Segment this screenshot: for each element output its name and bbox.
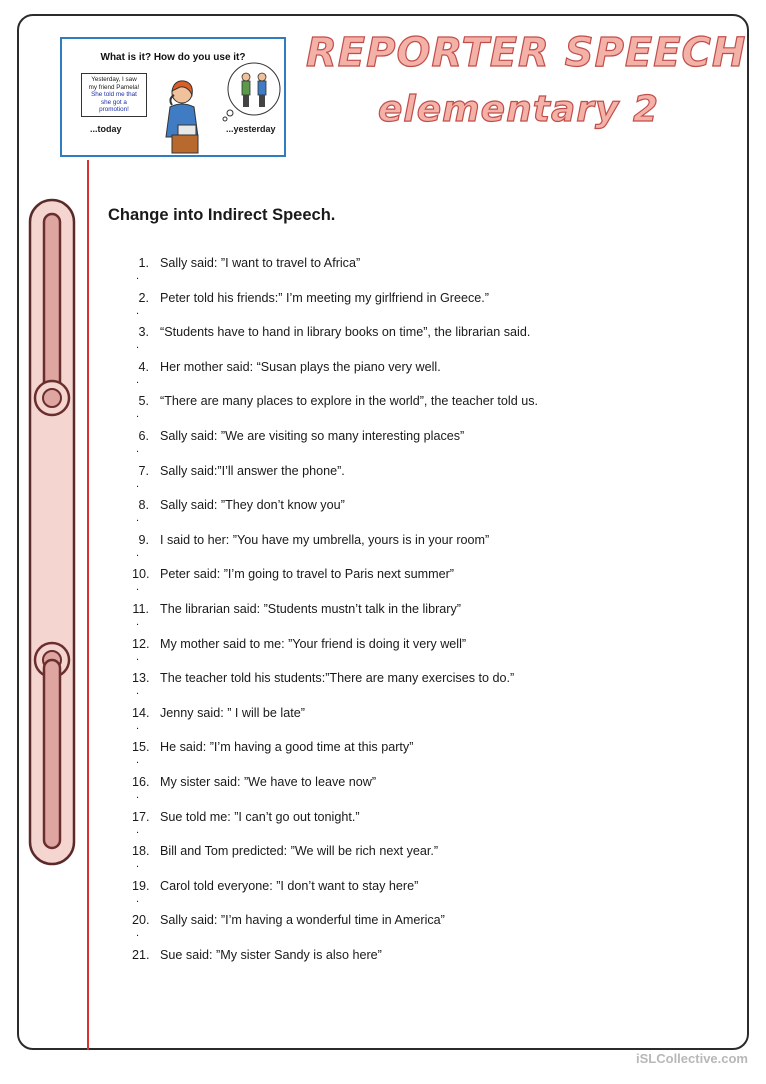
item-number: 4. (138, 359, 149, 374)
woman-on-phone-image (152, 77, 212, 155)
item-number: 10. (132, 567, 150, 582)
item-sentence: Peter told his friends:” I’m meeting my girlfriend in Greece.” (160, 290, 489, 305)
answer-line-dot: . (136, 788, 140, 801)
speech-bubble (81, 73, 147, 117)
item-number: 19. (132, 878, 150, 893)
answer-line-dot: . (136, 581, 140, 594)
item-number: 5. (138, 394, 149, 409)
item-sentence: The librarian said: ”Students mustn’t talk in the library” (160, 601, 461, 616)
exercise-item (132, 567, 652, 602)
exercise-item (132, 913, 652, 948)
title-line-2: elementary 2 (378, 89, 660, 130)
thought-cloud-image (222, 59, 282, 123)
exercise-item (132, 706, 652, 741)
item-number: 18. (132, 844, 150, 859)
item-number: 2. (138, 290, 149, 305)
answer-line-dot: . (136, 339, 140, 352)
item-number: 14. (132, 705, 150, 720)
exercise-item (132, 602, 652, 637)
item-number: 17. (132, 809, 150, 824)
answer-line-dot: . (136, 719, 140, 732)
item-sentence: The teacher told his students:”There are many exercises to do.” (160, 671, 515, 686)
answer-line-dot: . (136, 442, 140, 455)
exercise-item (132, 256, 652, 291)
answer-line-dot: . (136, 270, 140, 282)
exercise-item (132, 775, 652, 810)
item-number: 1. (138, 256, 149, 270)
item-sentence: My sister said: ”We have to leave now” (160, 774, 377, 789)
bubble-line: my friend Pamela! (88, 83, 140, 91)
item-sentence: Sally said: ”They don’t know you” (160, 498, 345, 513)
illustration-question: What is it? How do you use it? (100, 52, 246, 63)
item-sentence: Peter said: ”I’m going to travel to Paris next summer” (160, 567, 454, 582)
answer-line-dot: . (136, 650, 140, 663)
item-sentence: Her mother said: “Susan plays the piano very well. (160, 359, 441, 374)
exercise-item (132, 879, 652, 914)
binder-strip-graphic (28, 198, 76, 866)
answer-line-dot: . (136, 823, 140, 836)
item-number: 20. (132, 913, 150, 928)
item-sentence: Sally said: ”I want to travel to Africa” (160, 256, 361, 270)
exercise-item (132, 844, 652, 879)
item-number: 11. (132, 601, 149, 616)
exercise-list (132, 256, 652, 982)
item-sentence: “Students have to hand in library books on time”, the librarian said. (160, 325, 531, 340)
illustration-box (60, 37, 286, 157)
exercise-item (132, 291, 652, 326)
answer-line-dot: . (136, 304, 140, 317)
answer-line-dot: . (136, 892, 140, 905)
exercise-item (132, 325, 652, 360)
exercise-item (132, 533, 652, 568)
exercise-item (132, 740, 652, 775)
item-sentence: Sue told me: ”I can’t go out tonight.” (160, 809, 360, 824)
answer-line-dot: . (136, 615, 140, 628)
exercise-item (132, 948, 652, 983)
item-number: 3. (138, 325, 149, 340)
watermark: iSLCollective.com (636, 1051, 748, 1066)
item-sentence: Sally said: ”We are visiting so many interesting places” (160, 428, 465, 443)
exercise-item (132, 671, 652, 706)
item-sentence: Bill and Tom predicted: ”We will be rich next year.” (160, 844, 439, 859)
item-number: 9. (138, 532, 149, 547)
bubble-line: She told me that (91, 91, 137, 98)
item-sentence: I said to her: ”You have my umbrella, yours is in your room” (160, 532, 490, 547)
item-sentence: Sally said: ”I’m having a wonderful time in America” (160, 913, 445, 928)
exercise-heading: Change into Indirect Speech. (108, 206, 336, 224)
item-number: 6. (138, 428, 149, 443)
exercise-item (132, 637, 652, 672)
answer-line-dot: . (136, 858, 140, 871)
exercise-item (132, 464, 652, 499)
item-number: 15. (132, 740, 150, 755)
bubble-line: promotion! (99, 106, 129, 113)
exercise-item (132, 394, 652, 429)
label-today: ...today (90, 124, 122, 134)
item-sentence: Jenny said: ” I will be late” (160, 705, 305, 720)
item-number: 21. (132, 947, 150, 962)
answer-line-dot: . (136, 408, 140, 421)
item-sentence: Sue said: ”My sister Sandy is also here” (160, 947, 382, 962)
item-sentence: “There are many places to explore in the world”, the teacher told us. (160, 394, 539, 409)
item-number: 13. (132, 671, 150, 686)
item-sentence: Carol told everyone: ”I don’t want to stay here” (160, 878, 419, 893)
item-number: 8. (138, 498, 149, 513)
item-number: 7. (138, 463, 149, 478)
answer-line-dot: . (136, 512, 140, 525)
answer-line-dot: . (136, 927, 140, 940)
bubble-line: she got a (101, 98, 127, 106)
exercise-item (132, 429, 652, 464)
label-yesterday: ...yesterday (226, 124, 276, 134)
exercise-item (132, 498, 652, 533)
item-number: 16. (132, 774, 150, 789)
exercise-item (132, 360, 652, 395)
answer-line-dot: . (136, 754, 140, 767)
answer-line-dot: . (136, 685, 140, 698)
margin-line (87, 160, 89, 1050)
item-sentence: My mother said to me: ”Your friend is doing it very well” (160, 636, 467, 651)
item-number: 12. (132, 636, 150, 651)
answer-line-dot: . (136, 373, 140, 386)
answer-line-dot: . (136, 546, 140, 559)
item-sentence: He said: ”I’m having a good time at this party” (160, 740, 414, 755)
answer-line-dot: . (136, 477, 140, 490)
bubble-line: Yesterday, I saw (91, 76, 137, 83)
title-line-1: REPORTER SPEECH (306, 30, 747, 76)
item-sentence: Sally said:”I’ll answer the phone”. (160, 463, 345, 478)
exercise-item (132, 810, 652, 845)
